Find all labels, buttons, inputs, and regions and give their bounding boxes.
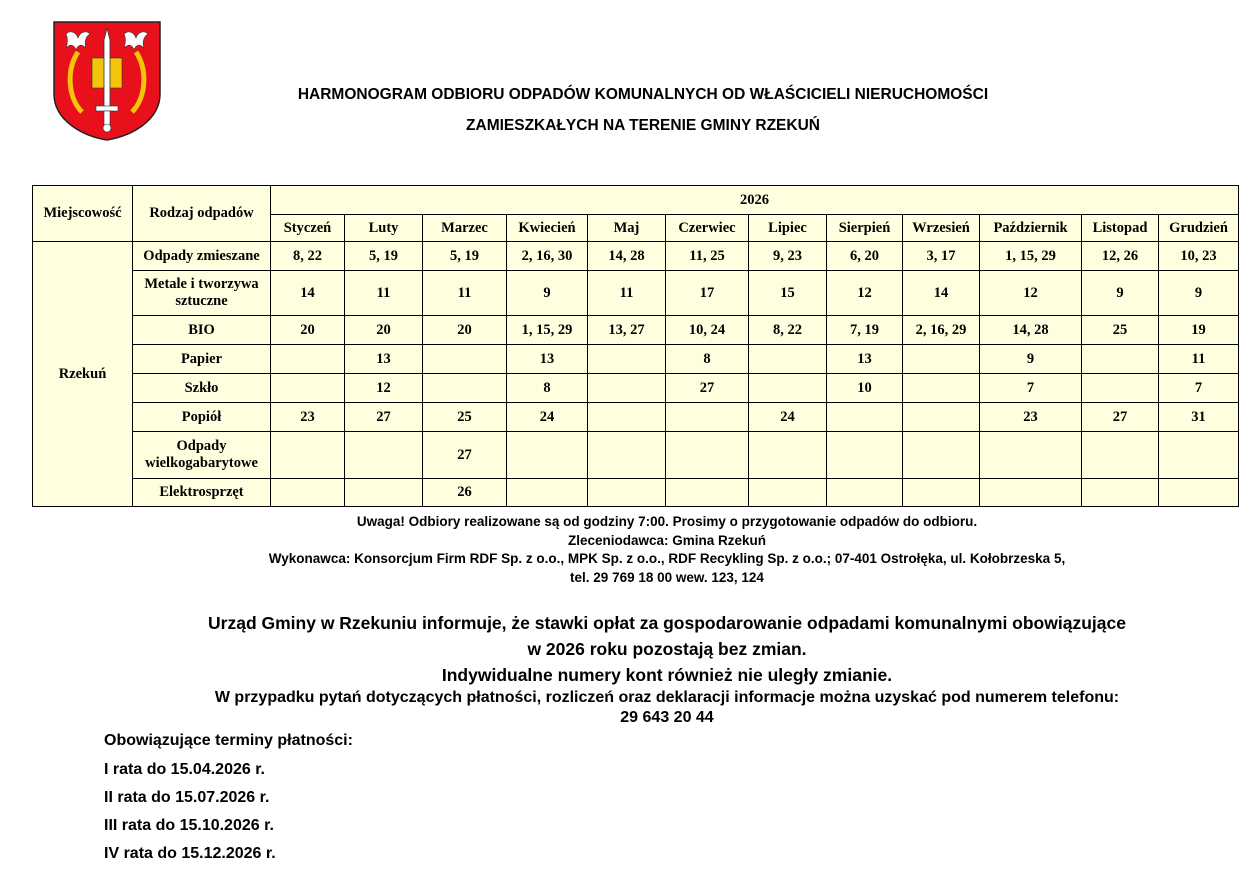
date-cell: 1, 15, 29 [507,316,588,345]
date-cell: 20 [345,316,423,345]
date-cell: 26 [423,479,507,507]
note-line: Wykonawca: Konsorcjum Firm RDF Sp. z o.o., MPK Sp. z o.o., RDF Recykling Sp. z o.o.; 07-401 Ostrołęka, ul. Kołobrzeska 5, [268,551,1066,566]
date-cell: 11 [345,271,423,316]
date-cell: 8, 22 [271,242,345,271]
waste-type-cell: Papier [133,345,271,374]
header-month: Sierpień [827,215,903,242]
date-cell: 27 [423,432,507,479]
date-cell: 7 [1159,374,1239,403]
date-cell: 13 [507,345,588,374]
waste-type-cell: Szkło [133,374,271,403]
date-cell: 13 [345,345,423,374]
date-cell: 14, 28 [588,242,666,271]
header-month: Czerwiec [666,215,749,242]
date-cell: 23 [980,403,1082,432]
payment-item: III rata do 15.10.2026 r. [104,817,274,834]
date-cell [749,479,827,507]
date-cell: 12, 26 [1082,242,1159,271]
header-month: Maj [588,215,666,242]
date-cell [749,345,827,374]
date-cell [588,345,666,374]
date-cell [507,479,588,507]
info-line: W przypadku pytań dotyczących płatności, rozliczeń oraz deklaracji informacje można uzyskać pod numerem telefonu: [214,689,1120,706]
date-cell: 27 [1082,403,1159,432]
date-cell [1082,374,1159,403]
date-cell: 10, 24 [666,316,749,345]
date-cell [423,374,507,403]
date-cell [271,479,345,507]
header-month: Lipiec [749,215,827,242]
date-cell: 11 [1159,345,1239,374]
date-cell: 9 [980,345,1082,374]
waste-type-cell: Odpady zmieszane [133,242,271,271]
date-cell: 2, 16, 29 [903,316,980,345]
date-cell [588,479,666,507]
date-cell: 14 [903,271,980,316]
header-year: 2026 [271,186,1239,215]
table-row [33,479,1239,507]
header-month: Marzec [423,215,507,242]
date-cell [749,432,827,479]
date-cell: 5, 19 [345,242,423,271]
date-cell: 12 [345,374,423,403]
date-cell: 5, 19 [423,242,507,271]
date-cell: 19 [1159,316,1239,345]
header-month: Listopad [1082,215,1159,242]
date-cell: 13, 27 [588,316,666,345]
info-block-fees [0,610,1256,662]
date-cell: 24 [507,403,588,432]
waste-type-cell: Odpady wielkogabarytowe [133,432,271,479]
date-cell [271,374,345,403]
date-cell [827,403,903,432]
date-cell: 25 [423,403,507,432]
date-cell: 11 [423,271,507,316]
date-cell: 8 [507,374,588,403]
info-line-accounts: Indywidualne numery kont również nie uległy zmianie. [441,665,893,685]
waste-type-cell: Elektrosprzęt [133,479,271,507]
date-cell [271,432,345,479]
info-line: w 2026 roku pozostają bez zmian. [527,639,807,659]
date-cell: 15 [749,271,827,316]
locality-cell: Rzekuń [33,242,133,507]
phone-number: 29 643 20 44 [620,709,714,726]
date-cell: 10 [827,374,903,403]
date-cell: 20 [271,316,345,345]
date-cell [345,479,423,507]
header-month: Luty [345,215,423,242]
waste-type-cell: Popiół [133,403,271,432]
date-cell: 7, 19 [827,316,903,345]
header-month: Grudzień [1159,215,1239,242]
date-cell: 11 [588,271,666,316]
date-cell: 9 [1082,271,1159,316]
date-cell: 9 [1159,271,1239,316]
document-title-line2: ZAMIESZKAŁYCH NA TERENIE GMINY RZEKUŃ [466,117,820,134]
header-month: Wrzesień [903,215,980,242]
table-row [33,345,1239,374]
waste-collection-table [32,185,1239,507]
date-cell [1082,345,1159,374]
date-cell: 13 [827,345,903,374]
date-cell: 31 [1159,403,1239,432]
date-cell: 7 [980,374,1082,403]
header-month: Styczeń [271,215,345,242]
date-cell [666,403,749,432]
table-row [33,374,1239,403]
info-block-contact [0,688,1256,728]
payment-item: II rata do 15.07.2026 r. [104,789,270,806]
date-cell [345,432,423,479]
date-cell [666,479,749,507]
payment-item: I rata do 15.04.2026 r. [104,761,265,778]
date-cell: 11, 25 [666,242,749,271]
header-month: Październik [980,215,1082,242]
date-cell [1159,432,1239,479]
date-cell [903,479,980,507]
date-cell: 20 [423,316,507,345]
header-locality: Miejscowość [33,186,133,242]
waste-type-cell: Metale i tworzywa sztuczne [133,271,271,316]
date-cell: 17 [666,271,749,316]
date-cell [903,374,980,403]
date-cell: 12 [980,271,1082,316]
note-line: Zleceniodawca: Gmina Rzekuń [567,532,767,548]
waste-type-cell: BIO [133,316,271,345]
date-cell: 10, 23 [1159,242,1239,271]
document-title-line1: HARMONOGRAM ODBIORU ODPADÓW KOMUNALNYCH OD WŁAŚCICIELI NIERUCHOMOŚCI [297,86,989,103]
date-cell [1082,432,1159,479]
date-cell [749,374,827,403]
table-row [33,403,1239,432]
note-line: Uwaga! Odbiory realizowane są od godziny 7:00. Prosimy o przygotowanie odpadów do odbioru. [356,514,978,529]
date-cell [903,403,980,432]
date-cell [903,432,980,479]
date-cell: 2, 16, 30 [507,242,588,271]
table-row [33,242,1239,271]
table-row [33,316,1239,345]
info-line: Urząd Gminy w Rzekuniu informuje, że stawki opłat za gospodarowanie odpadami komunalnymi obowiązujące [208,613,1126,633]
table-row [33,271,1239,316]
date-cell [666,432,749,479]
date-cell: 12 [827,271,903,316]
date-cell [423,345,507,374]
date-cell: 14, 28 [980,316,1082,345]
notes-block [0,513,1256,587]
date-cell [827,479,903,507]
date-cell [903,345,980,374]
date-cell: 1, 15, 29 [980,242,1082,271]
table-row [33,432,1239,479]
date-cell: 27 [666,374,749,403]
date-cell [507,432,588,479]
date-cell: 24 [749,403,827,432]
date-cell: 3, 17 [903,242,980,271]
payment-item: IV rata do 15.12.2026 r. [104,845,276,862]
date-cell: 9, 23 [749,242,827,271]
date-cell [588,374,666,403]
date-cell [1159,479,1239,507]
date-cell [980,432,1082,479]
date-cell [980,479,1082,507]
date-cell: 14 [271,271,345,316]
note-line: tel. 29 769 18 00 wew. 123, 124 [570,569,764,585]
date-cell: 8, 22 [749,316,827,345]
date-cell: 6, 20 [827,242,903,271]
date-cell [271,345,345,374]
payments-heading: Obowiązujące terminy płatności: [104,732,353,749]
date-cell [1082,479,1159,507]
header-month: Kwiecień [507,215,588,242]
header-waste-type: Rodzaj odpadów [133,186,271,242]
date-cell: 8 [666,345,749,374]
date-cell [827,432,903,479]
date-cell: 25 [1082,316,1159,345]
date-cell: 9 [507,271,588,316]
date-cell: 27 [345,403,423,432]
date-cell [588,403,666,432]
date-cell [588,432,666,479]
date-cell: 23 [271,403,345,432]
